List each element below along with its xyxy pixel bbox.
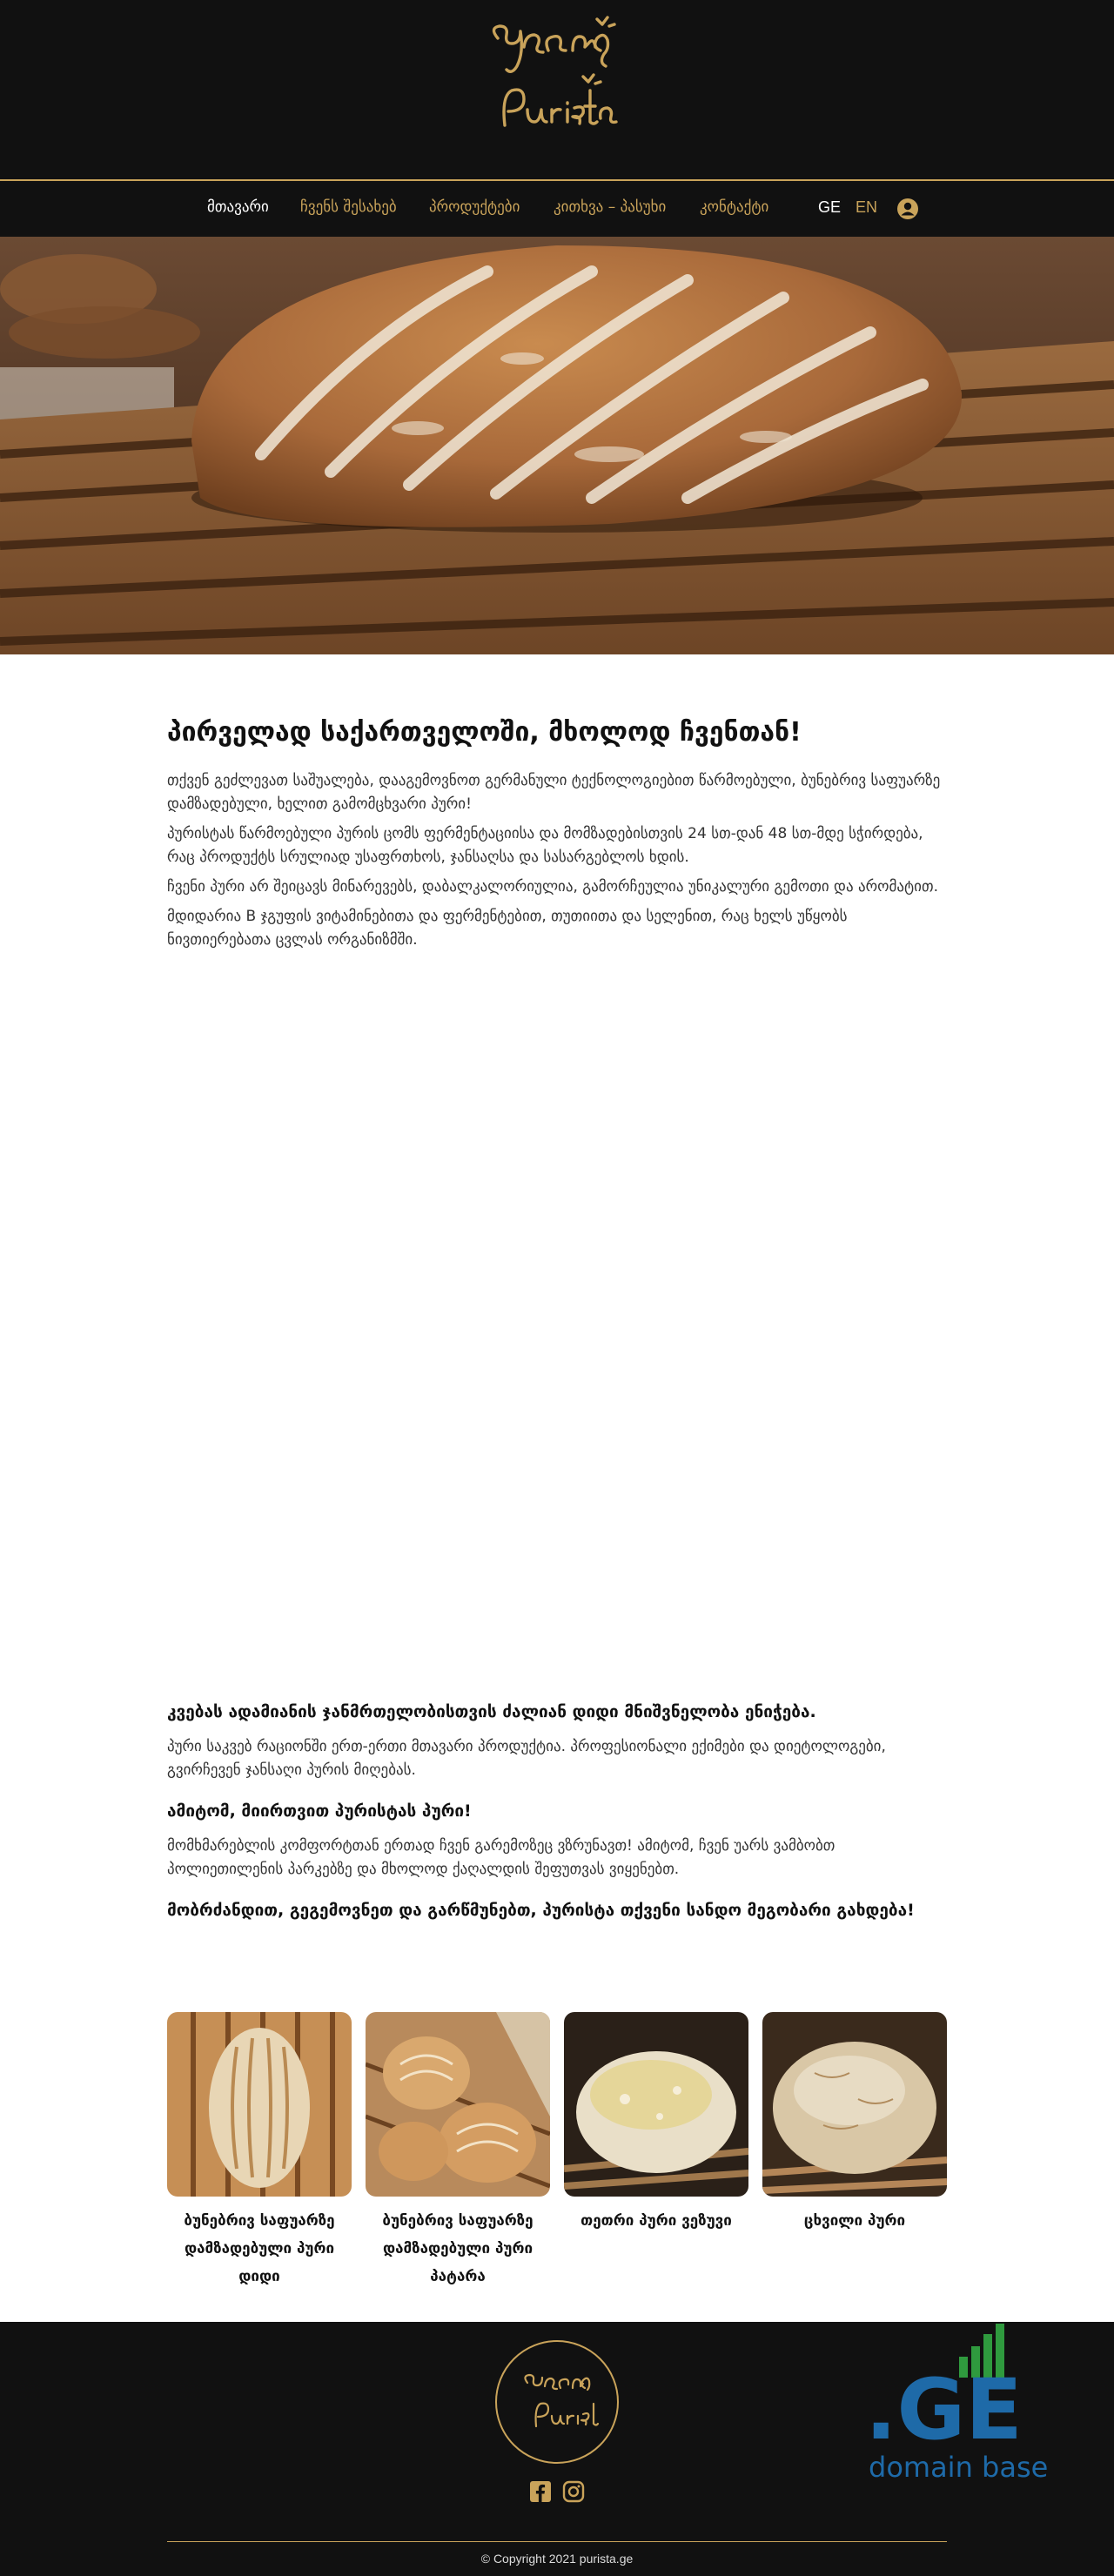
product-grid <box>167 2012 947 2291</box>
values-section <box>167 1699 950 1934</box>
product-card[interactable] <box>366 2012 550 2291</box>
intro-paragraph: პურისტას წარმოებული პურის ცომს ფერმენტაციისა და მომზადებისთვის 24 სთ-დან 48 სთ-მდე სჭირდება, რაც პროდუქტს სრულიად უსაფრთხოს, ჯანსაღსა და სასარგებლოს ხდის. <box>167 825 923 866</box>
product-card[interactable] <box>762 2012 947 2235</box>
product-image[interactable] <box>762 2012 947 2197</box>
instagram-icon[interactable] <box>562 2480 585 2503</box>
product-name[interactable]: ბუნებრივ საფუარზე დამზადებული პური დიდი <box>184 2212 335 2285</box>
user-circle-icon[interactable] <box>896 198 919 220</box>
facebook-icon[interactable] <box>529 2480 552 2503</box>
nav-item-about[interactable]: ჩვენს შესახებ <box>300 198 397 216</box>
lang-en-button[interactable]: EN <box>856 198 878 216</box>
values-heading: კვებას ადამიანის ჯანმრთელობისთვის ძალიან დიდი მნიშვნელობა ენიჭება. <box>167 1702 816 1721</box>
intro-paragraph: ჩვენი პური არ შეიცავს მინარევებს, დაბალკალორიულია, გამორჩეულია უნიკალური გემოთი და არომატით. <box>167 878 938 896</box>
product-name[interactable]: ცხვილი პური <box>803 2212 906 2230</box>
site-header <box>0 0 1114 179</box>
values-heading: ამიტომ, მიირთვით პურისტას პური! <box>167 1801 472 1821</box>
intro-section <box>167 715 950 958</box>
nav-item-contact[interactable]: კონტაქტი <box>700 198 769 216</box>
product-image[interactable] <box>564 2012 748 2197</box>
nav-item-products[interactable]: პროდუქტები <box>429 198 520 216</box>
product-image[interactable] <box>366 2012 550 2197</box>
values-text: პური საკვებ რაციონში ერთ-ერთი მთავარი პროდუქტია. პროფესიონალი ექიმები და დიეტოლოგები, გვირჩევენ ჯანსაღი პურის მიღებას. <box>167 1738 886 1779</box>
values-heading: მობრძანდით, გეგემოვნეთ და გარწმუნებთ, პურისტა თქვენი სანდო მეგობარი გახდება! <box>167 1901 915 1920</box>
values-text: მომხმარებლის კომფორტთან ერთად ჩვენ გარემოზეც ვზრუნავთ! ამიტომ, ჩვენ უარს ვამბობთ პოლიეთილენის პარკებზე და მხოლოდ ქაღალდის შეფუთვას ვიყენებთ. <box>167 1837 836 1878</box>
copyright-text: © Copyright 2021 purista.ge <box>480 2552 634 2566</box>
ge-domain-badge[interactable] <box>862 2322 1053 2496</box>
ge-badge-domain: .GE <box>865 2361 1023 2459</box>
intro-paragraph: თქვენ გეძლევათ საშუალება, დააგემოვნოთ გერმანული ტექნოლოგიებით წარმოებული, ბუნებრივ საფუარზე დამზადებული, ხელით გამომცხვარი პური! <box>167 772 941 813</box>
nav-item-faq[interactable]: კითხვა – პასუხი <box>554 198 667 216</box>
product-image[interactable] <box>167 2012 352 2197</box>
intro-paragraph: მდიდარია B ჯგუფის ვიტამინებითა და ფერმენტებით, თუთიითა და სელენით, რაც ხელს უწყობს ნივთიერებათა ცვლას ორგანიზმში. <box>167 908 848 949</box>
product-name[interactable]: თეთრი პური ვეზუვი <box>580 2212 732 2230</box>
nav-item-home[interactable]: მთავარი <box>207 198 269 216</box>
footer-divider <box>167 2541 947 2542</box>
ge-badge-caption: domain base <box>869 2451 1049 2484</box>
product-card[interactable] <box>167 2012 352 2291</box>
purista-logo[interactable] <box>470 12 644 169</box>
intro-heading: პირველად საქართველოში, მხოლოდ ჩვენთან! <box>167 717 802 748</box>
product-card[interactable] <box>564 2012 748 2235</box>
main-nav <box>0 181 1114 237</box>
footer-logo[interactable] <box>494 2339 620 2465</box>
hero-image <box>0 237 1114 654</box>
lang-ge-button[interactable]: GE <box>818 198 842 216</box>
product-name[interactable]: ბუნებრივ საფუარზე დამზადებული პური პატარა <box>382 2212 534 2285</box>
